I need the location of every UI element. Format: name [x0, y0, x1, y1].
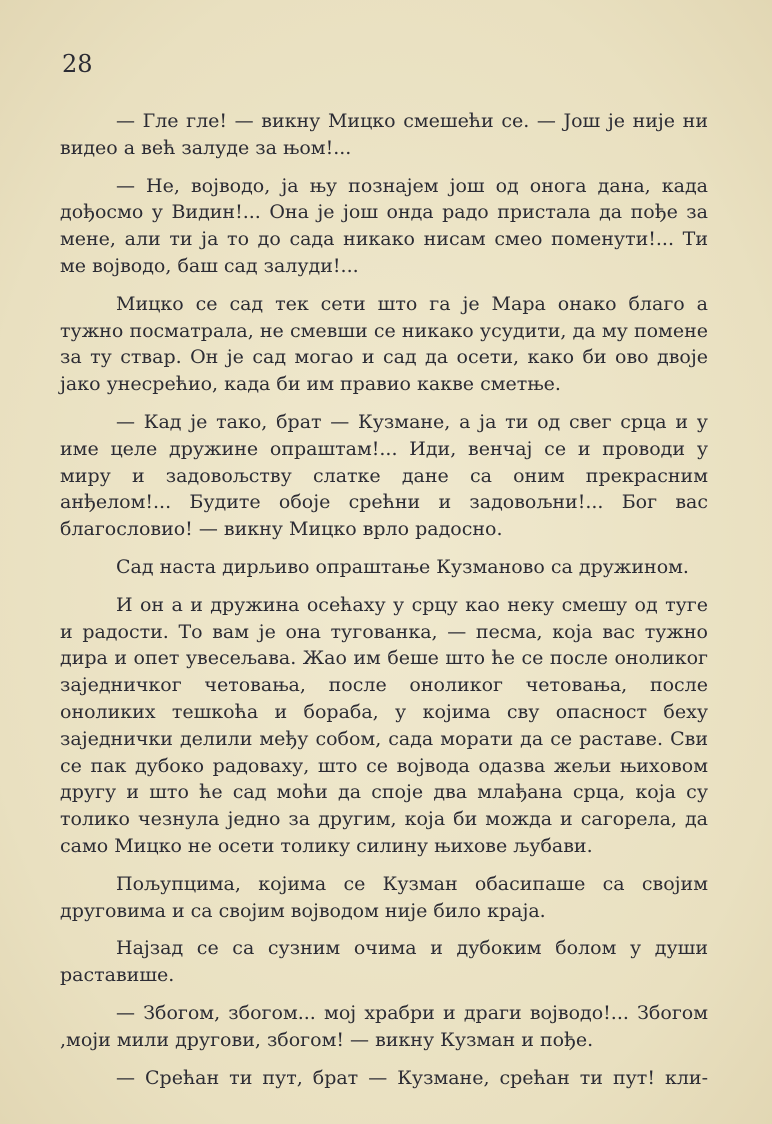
paragraph: — Збогом, збогом... мој храбри и драги војводо!... Збогом ,моји мили другови, збогом! — викну Кузман и пође. [60, 1001, 708, 1051]
paragraph: — Не, војводо, ја њу познајем још од онога дана, када дођосмо у Видин!... Она је још онда радо пристала да пође за мене, али ти ја то до сада никако нисам смео поменути!... Ти ме војводо, баш сад залуди!... [60, 174, 708, 277]
page-number: 28 [62, 50, 93, 78]
paragraph: Најзад се са сузним очима и дубоким болом у души раставише. [60, 937, 708, 987]
page-body-text [60, 108, 708, 1102]
paragraph: Пољупцима, којима се Кузман обасипаше са својим друговима и са својим војводом није било краја. [60, 872, 708, 922]
paragraph: Мицко се сад тек сети што га је Мара онако благо а тужно посматрала, не смевши се никако усудити, да му помене за ту ствар. Он је сад могао и сад да осети, како би ово двоје јако унесрећио, када би им правио какве сметње. [60, 292, 708, 396]
paragraph: И он а и дружина осећаху у срцу као неку смешу од туге и радости. То вам је она тугованка, — песма, која вас тужно дира и опет увесељава. Жао им беше што ће се после оноликог заједничког четовања, после оноликог четовања, после оноликих тешкоћа и бораба, у којима сву опасност беху заједнички делили међу собом, сада морати да се раставе. Сви се пак дубоко радоваху, што се војвода одазва жељи њиховом другу и што ће сад моћи да споје два млађана срца, која су толико чезнула једно за другим, која би можда и сагорела, да само Мицко не осети толику силину њихове љубави. [60, 593, 708, 857]
paragraph: — Срећан ти пут, брат — Кузмане, срећан ти пут! кли- [116, 1066, 708, 1089]
paragraph: — Кад је тако, брат — Кузмане, а ја ти од свег срца и у име целе дружине опраштам!... Иди, венчај се и проводи у миру и задовољству слатке дане са оним прекрасним анђелом!... Будите обоје срећни и задовољни!... Бог вас благословио! — викну Мицко врло радосно. [60, 410, 708, 541]
paragraph: — Гле гле! — викну Мицко смешећи се. — Још је није ни видео а већ залуде за њом!... [60, 110, 708, 159]
paragraph: Сад наста дирљиво опраштање Кузманово са дружином. [116, 555, 689, 578]
